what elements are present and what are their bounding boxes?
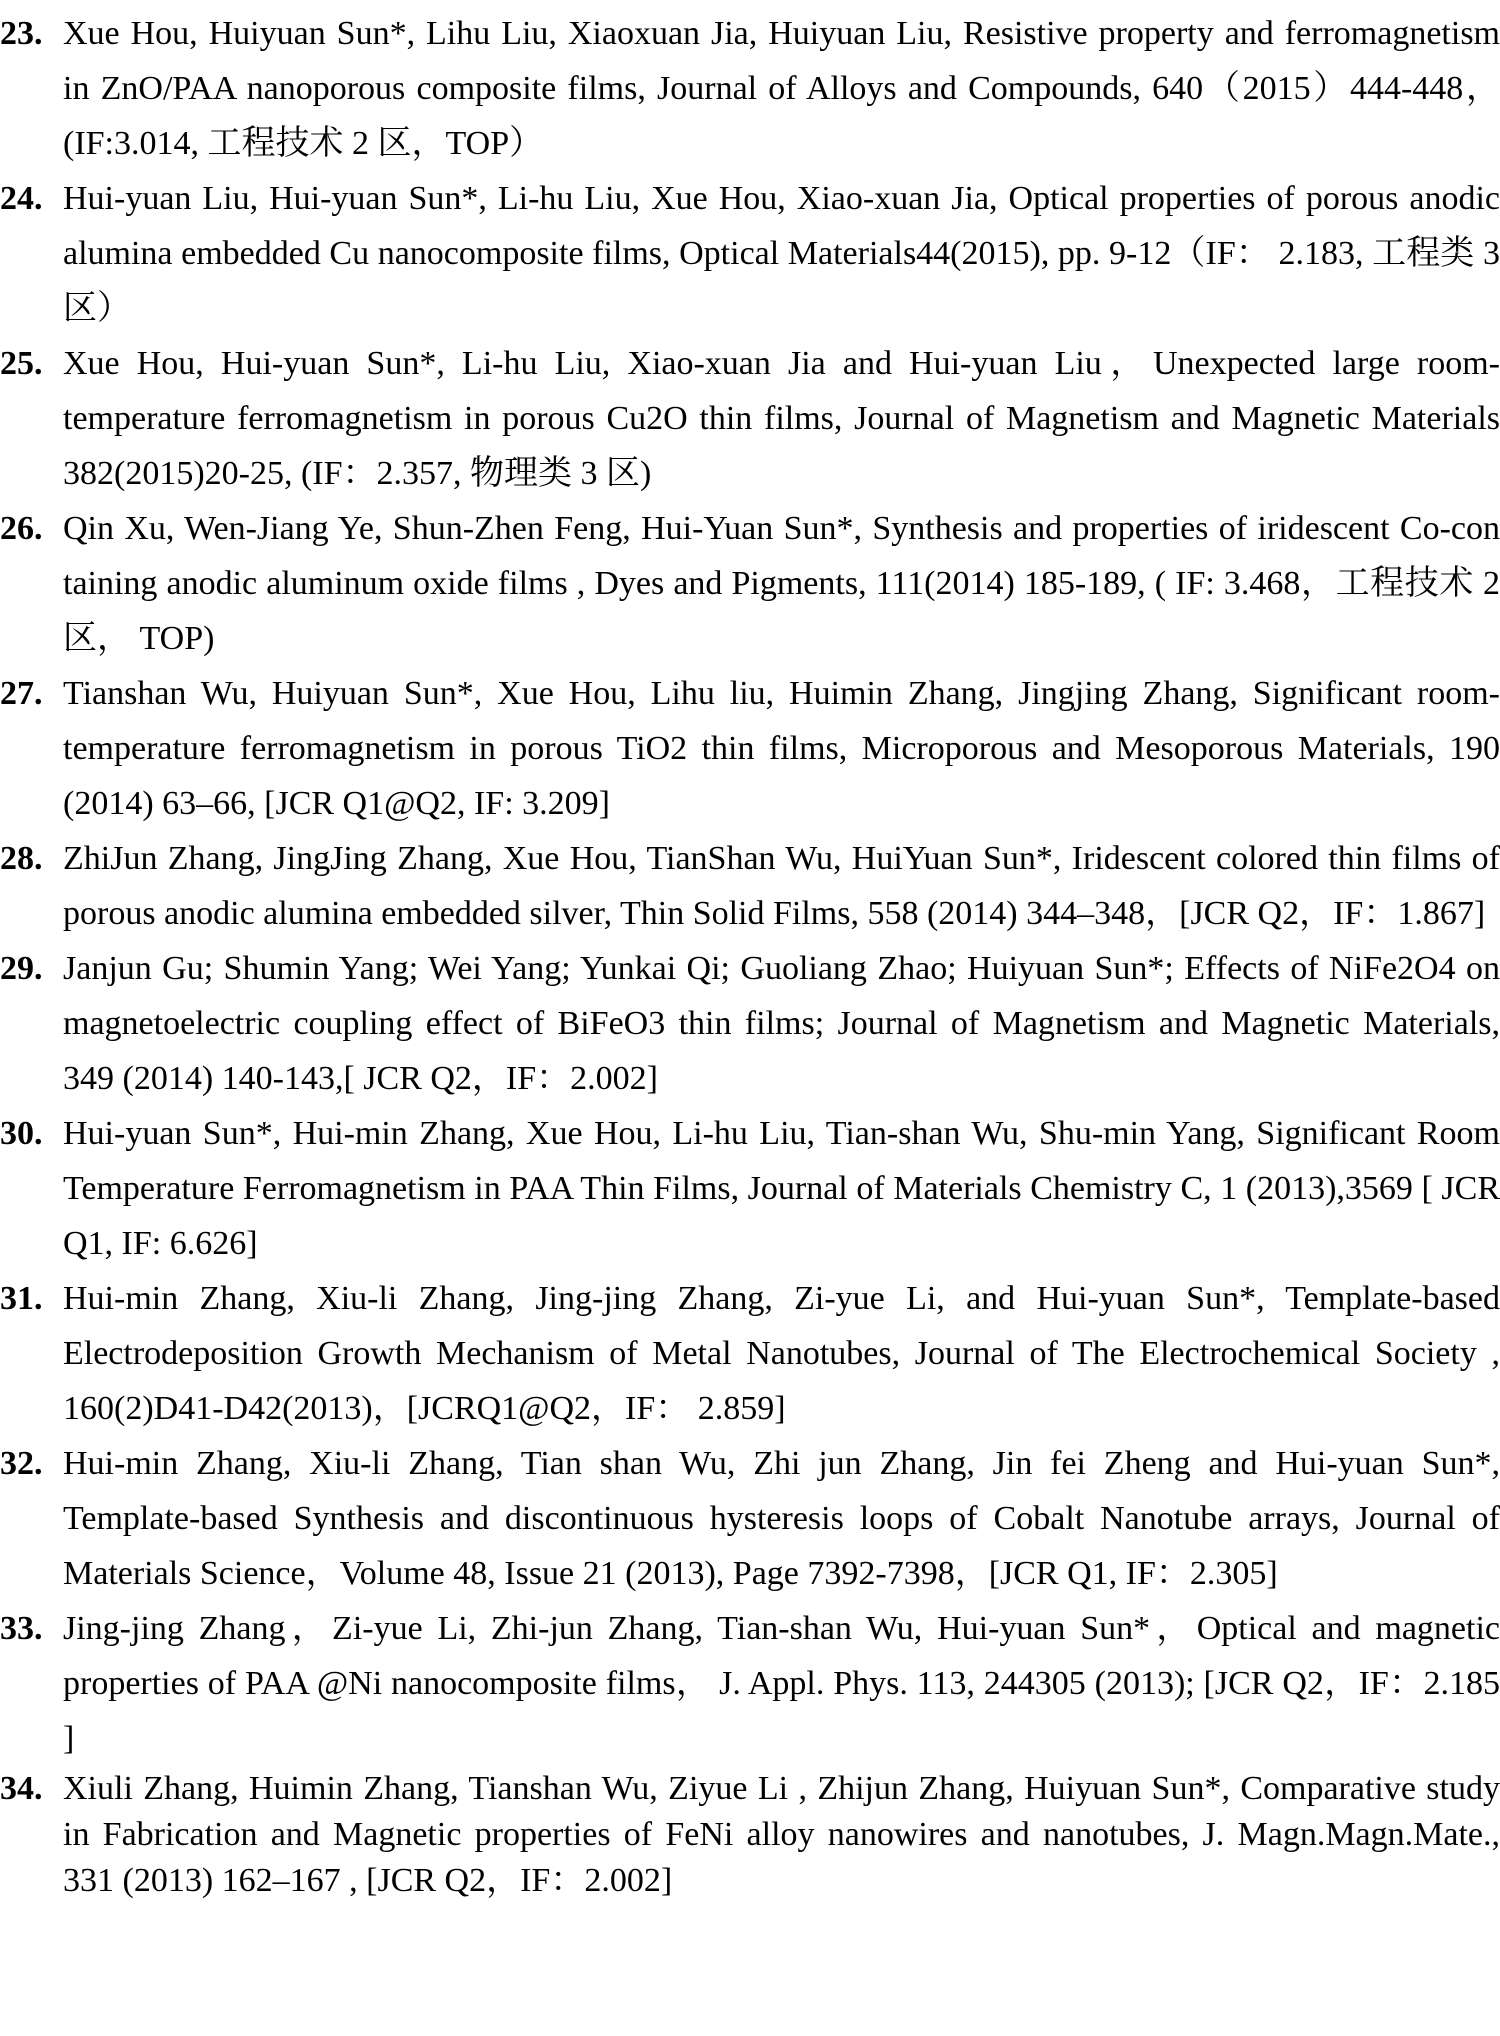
item-text: Hui-min Zhang, Xiu-li Zhang, Tian shan Wu, Zhi jun Zhang, Jin fei Zheng and Hui-yuan Sun*, Template-based Synthesis and discontinuous hysteresis loops of Cobalt Nanotube arrays, Journal of Materials Science，Volume 48, Issue 21 (2013), Page 7392-7398，[JCR Q1, IF：2.305] [63,1445,1500,1592]
item-number: 34. [0,1770,43,1807]
item-text: Jing-jing Zhang，Zi-yue Li, Zhi-jun Zhang, Tian-shan Wu, Hui-yuan Sun*，Optical and magnetic properties of PAA @Ni nanocomposite films， J. Appl. Phys. 113, 244305 (2013); [JCR Q2，IF：2.185 ] [63,1610,1500,1757]
item-number: 29. [0,950,43,987]
item-text: Janjun Gu; Shumin Yang; Wei Yang; Yunkai Qi; Guoliang Zhao; Huiyuan Sun*; Effects of NiFe2O4 on magnetoelectric coupling effect of BiFeO3 thin films; Journal of Magnetism and Magnetic Materials, 349 (2014) 140-143,[ JCR Q2，IF：2.002] [63,950,1500,1097]
publication-item [0,6,1500,171]
item-text: ZhiJun Zhang, JingJing Zhang, Xue Hou, TianShan Wu, HuiYuan Sun*, Iridescent colored thin films of porous anodic alumina embedded silver, Thin Solid Films, 558 (2014) 344–348，[JCR Q2，IF：1.867] [63,840,1500,932]
publication-item [0,501,1500,666]
item-number: 32. [0,1445,43,1482]
publication-item [0,1106,1500,1271]
item-number: 26. [0,510,43,547]
item-text: Qin Xu, Wen-Jiang Ye, Shun-Zhen Feng, Hui-Yuan Sun*, Synthesis and properties of iridescent Co-con taining anodic aluminum oxide films , Dyes and Pigments, 111(2014) 185-189, ( IF: 3.468，工程技术 2 区， TOP) [63,510,1500,657]
item-number: 27. [0,675,43,712]
publication-item [0,666,1500,831]
publication-item [0,171,1500,336]
item-text: Hui-yuan Sun*, Hui-min Zhang, Xue Hou, Li-hu Liu, Tian-shan Wu, Shu-min Yang, Significant Room Temperature Ferromagnetism in PAA Thin Films, Journal of Materials Chemistry C, 1 (2013),3569 [ JCR Q1, IF: 6.626] [63,1115,1500,1262]
publication-item [0,1271,1500,1436]
item-text: Hui-min Zhang, Xiu-li Zhang, Jing-jing Zhang, Zi-yue Li, and Hui-yuan Sun*, Template-based Electrodeposition Growth Mechanism of Metal Nanotubes, Journal of The Electrochemical Society , 160(2)D41-D42(2013)，[JCRQ1@Q2，IF： 2.859] [63,1280,1500,1427]
item-text: Xiuli Zhang, Huimin Zhang, Tianshan Wu, Ziyue Li , Zhijun Zhang, Huiyuan Sun*, Comparative study in Fabrication and Magnetic properties of FeNi alloy nanowires and nanotubes, J. Magn.Magn.Mate., 331 (2013) 162–167 , [JCR Q2，IF：2.002] [63,1770,1500,1899]
publication-item [0,336,1500,501]
item-text: Tianshan Wu, Huiyuan Sun*, Xue Hou, Lihu liu, Huimin Zhang, Jingjing Zhang, Significant room-temperature ferromagnetism in porous TiO2 thin films, Microporous and Mesoporous Materials, 190 (2014) 63–66, [JCR Q1@Q2, IF: 3.209] [63,675,1500,822]
item-text: Xue Hou, Huiyuan Sun*, Lihu Liu, Xiaoxuan Jia, Huiyuan Liu, Resistive property and ferromagnetism in ZnO/PAA nanoporous composite films, Journal of Alloys and Compounds, 640（2015）444-448，(IF:3.014, 工程技术 2 区，TOP） [63,15,1500,162]
item-text: Xue Hou, Hui-yuan Sun*, Li-hu Liu, Xiao-xuan Jia and Hui-yuan Liu，Unexpected large room-temperature ferromagnetism in porous Cu2O thin films, Journal of Magnetism and Magnetic Materials 382(2015)20-25, (IF：2.357, 物理类 3 区) [63,345,1500,492]
item-number: 25. [0,345,43,382]
item-number: 24. [0,180,43,217]
item-number: 31. [0,1280,43,1317]
item-text: Hui-yuan Liu, Hui-yuan Sun*, Li-hu Liu, Xue Hou, Xiao-xuan Jia, Optical properties of porous anodic alumina embedded Cu nanocomposite films, Optical Materials44(2015), pp. 9-12（IF： 2.183, 工程类 3 区） [63,180,1500,327]
publication-item [0,1436,1500,1601]
item-number: 28. [0,840,43,877]
publication-item [0,1601,1500,1766]
item-number: 23. [0,15,43,52]
item-number: 33. [0,1610,43,1647]
item-number: 30. [0,1115,43,1152]
publication-item [0,1766,1500,1904]
publication-item [0,941,1500,1106]
publication-item [0,831,1500,941]
